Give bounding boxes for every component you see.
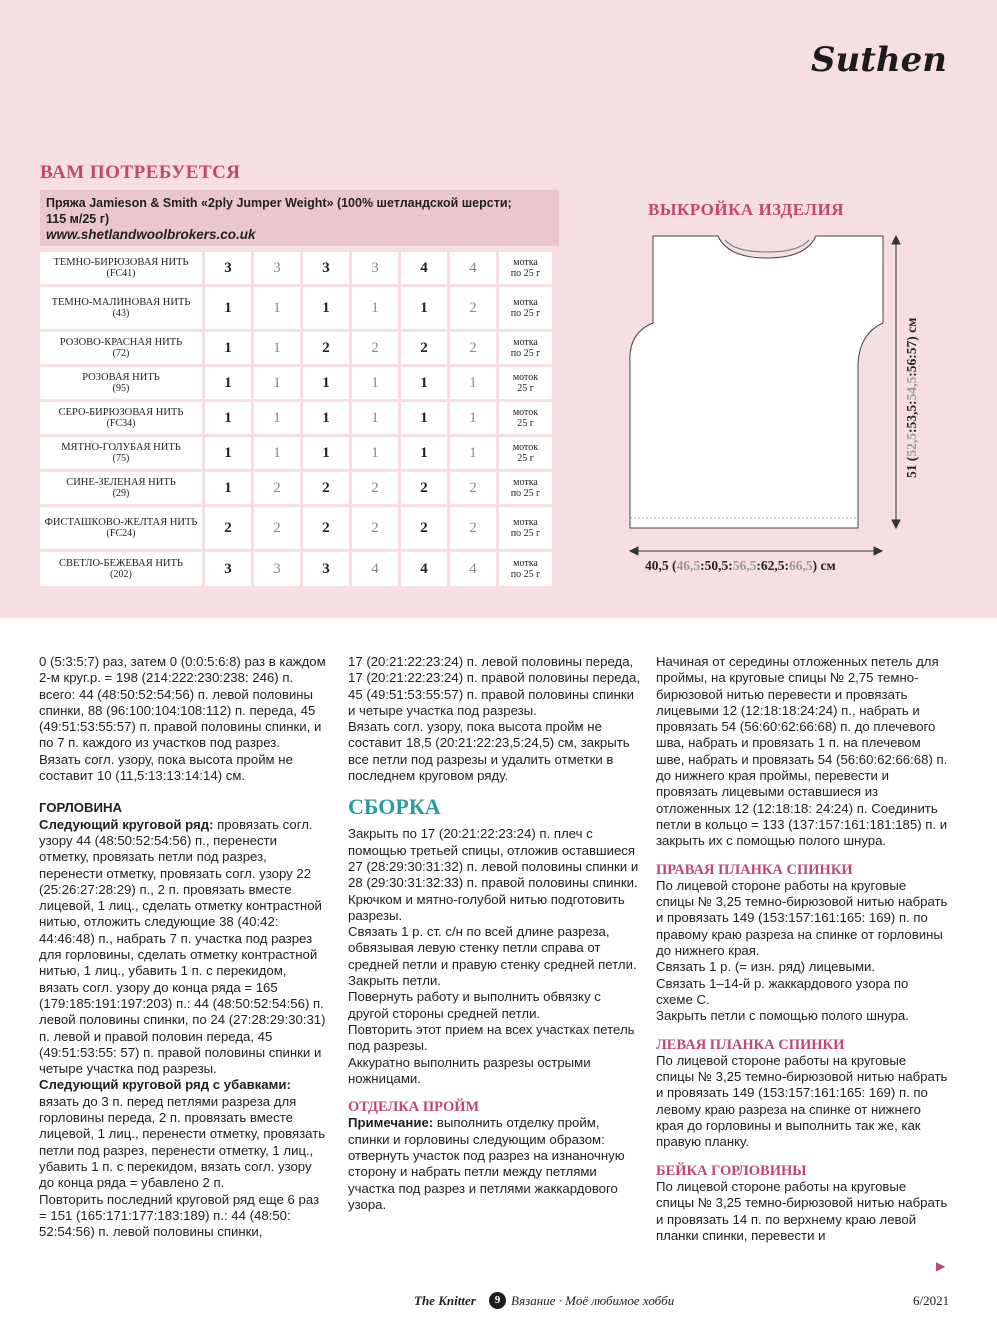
yarn-quantity: 1 (303, 367, 349, 399)
yarn-quantity: 1 (303, 402, 349, 434)
section-title-assembly: СБОРКА (348, 794, 441, 820)
yarn-quantity: 2 (254, 507, 300, 549)
yarn-quantity: 1 (254, 287, 300, 329)
yarn-unit: мотка по 25 г (499, 332, 552, 364)
section-title-left-band: ЛЕВАЯ ПЛАНКА СПИНКИ (656, 1036, 845, 1053)
yarn-unit: мотка по 25 г (499, 472, 552, 504)
yarn-quantity: 1 (401, 287, 447, 329)
yarn-unit: мотка по 25 г (499, 507, 552, 549)
yarn-row (40, 287, 552, 329)
yarn-quantity: 1 (254, 367, 300, 399)
brand-title: Suthen (810, 40, 947, 80)
yarn-row (40, 472, 552, 504)
yarn-color-name: ТЕМНО-БИРЮЗОВАЯ НИТЬ (FC41) (40, 252, 202, 284)
yarn-row (40, 507, 552, 549)
yarn-quantity: 2 (401, 472, 447, 504)
paragraph: Связать 1 р. ст. с/н по всей длине разреза, обвязывая левую стенку петли справа от средней петли и правую стенку средней петли. (348, 924, 637, 972)
yarn-quantity: 4 (401, 252, 447, 284)
yarn-row (40, 402, 552, 434)
paragraph: Примечание: выполнить отделку пройм, спинки и горловины следующим образом: отвернуть участок под разрез на изнаночную сторону и набрать петли между петлями участка под разрез и петлями жаккардового узора. (348, 1115, 625, 1212)
paragraph: Следующий круговой ряд: провязать согл. узору 44 (48:50:52:54:56) п., перенести отметку, провязать петли под разрез, перенести отметку, провязать согл. узору 22 (25:26:27:28:29) п., 2 п. провязать вместе лицевой, 1 лиц., сделать отметку контрастной нитью, отложить следующие 38 (40:42: 44:46:48) п., набрать 7 п. участка под разрез для горловины, сделать отметку контрастной нитью, 1 лиц., убавить 1 п. с перекидом, вязать согл. узору до конца ряда = 165 (179:185:191:197:203) п.: 44 (48:50:52:54:56) п. левой половины спинки, по 24 (27:28:29:30:31) п. левой и правой половин переда, 45 (49:51:53:55: 57) п. правой половины спинки и четыре участка под разрезы. (39, 816, 326, 1077)
yarn-quantity: 4 (450, 552, 496, 586)
yarn-quantity: 4 (401, 552, 447, 586)
yarn-quantity: 3 (205, 552, 251, 586)
paragraph: По лицевой стороне работы на круговые спицы № 3,25 темно-бирюзовой нитью набрать и провязать 149 (153:157:161:165: 169) п. по левому краю разреза на спинке от нижнего края до горловины и выполнить так же, как правую планку. (656, 1052, 948, 1150)
yarn-quantity: 2 (205, 507, 251, 549)
paragraph: Связать 1 р. (= изн. ряд) лицевыми. (656, 959, 876, 975)
section-title-armholes: ОТДЕЛКА ПРОЙМ (348, 1099, 480, 1116)
yarn-quantity: 2 (450, 332, 496, 364)
yarn-quantity: 1 (205, 287, 251, 329)
yarn-quantity: 2 (352, 472, 398, 504)
yarn-color-name: РОЗОВАЯ НИТЬ (95) (40, 367, 202, 399)
yarn-line-2: 115 м/25 г) (46, 212, 110, 226)
paragraph: Закрыть по 17 (20:21:22:23:24) п. плеч с помощью третьей спицы, отложив оставшиеся 27 (28:29:30:31:32) п. левой половины спинки и 28 (29:30:31:32:33) п. правой половины спинки. (348, 826, 639, 891)
yarn-color-name: РОЗОВО-КРАСНАЯ НИТЬ (72) (40, 332, 202, 364)
yarn-unit: мотка по 25 г (499, 552, 552, 586)
page-number: 9 (489, 1292, 506, 1309)
yarn-quantity: 3 (254, 552, 300, 586)
width-dimension: 40,5 (46,5:50,5:56,5:62,5:66,5) см (645, 558, 836, 573)
materials-title: ВАМ ПОТРЕБУЕТСЯ (40, 162, 241, 183)
issue-number: 6/2021 (913, 1293, 950, 1308)
paragraph: Закрыть петли с помощью полого шнура. (656, 1008, 909, 1024)
yarn-color-name: МЯТНО-ГОЛУБАЯ НИТЬ (75) (40, 437, 202, 469)
yarn-quantity: 2 (450, 472, 496, 504)
paragraph: Вязать согл. узору, пока высота пройм не составит 18,5 (20:21:22:23,5:24,5) см, закрыть все петли под разрезы и удалить отметки в последнем круговом ряду. (348, 719, 630, 784)
paragraph: Закрыть петли. (348, 973, 441, 989)
yarn-row (40, 437, 552, 469)
yarn-description (40, 190, 559, 246)
yarn-quantity: 2 (450, 507, 496, 549)
yarn-quantity: 1 (401, 437, 447, 469)
paragraph: Повторить последний круговой ряд еще 6 раз = 151 (165:171:177:183:189) п.: 44 (48:50: 52:54:56) п. левой половины спинки, (39, 1191, 320, 1240)
height-arrow (892, 236, 900, 528)
paragraph: По лицевой стороне работы на круговые спицы № 3,25 темно-бирюзовой нитью набрать и провязать 14 п. по верхнему краю левой планки спинки, перевести и (656, 1178, 948, 1243)
yarn-row (40, 252, 552, 284)
yarn-quantity: 3 (303, 552, 349, 586)
text-column-3 (656, 654, 948, 1244)
yarn-quantity: 3 (303, 252, 349, 284)
yarn-quantity: 2 (303, 472, 349, 504)
yarn-quantity: 2 (401, 332, 447, 364)
yarn-color-name: ФИСТАШКОВО-ЖЕЛТАЯ НИТЬ (FC24) (40, 507, 202, 549)
paragraph: Аккуратно выполнить разрезы острыми ножницами. (348, 1054, 591, 1086)
yarn-row (40, 332, 552, 364)
yarn-quantity: 4 (352, 552, 398, 586)
garment-diagram (620, 228, 910, 558)
yarn-unit: мотка по 25 г (499, 252, 552, 284)
text-column-1 (39, 654, 329, 1240)
yarn-quantity: 2 (352, 507, 398, 549)
yarn-quantity: 2 (450, 287, 496, 329)
yarn-quantity: 1 (205, 332, 251, 364)
yarn-color-name: СВЕТЛО-БЕЖЕВАЯ НИТЬ (202) (40, 552, 202, 586)
yarn-quantity: 1 (205, 402, 251, 434)
yarn-quantity: 3 (205, 252, 251, 284)
yarn-color-name: СИНЕ-ЗЕЛЕНАЯ НИТЬ (29) (40, 472, 202, 504)
yarn-quantity: 1 (450, 437, 496, 469)
yarn-quantity: 1 (303, 437, 349, 469)
width-arrow (630, 547, 882, 555)
paragraph: Повернуть работу и выполнить обвязку с другой стороны средней петли. (348, 989, 601, 1021)
yarn-color-name: СЕРО-БИРЮЗОВАЯ НИТЬ (FC34) (40, 402, 202, 434)
yarn-quantity: 1 (205, 367, 251, 399)
paragraph: По лицевой стороне работы на круговые спицы № 3,25 темно-бирюзовой нитью набрать и провязать 149 (153:157:161:165: 169) п. по правому краю разреза на спинке от горловины до нижнего края. (656, 877, 948, 959)
paragraph: Повторить этот прием на всех участках петель под разрезы. (348, 1021, 635, 1054)
yarn-quantity: 1 (352, 437, 398, 469)
yarn-quantity: 4 (450, 252, 496, 284)
yarn-quantity: 1 (352, 367, 398, 399)
page-footer (0, 1293, 997, 1313)
yarn-quantity: 2 (303, 507, 349, 549)
yarn-quantity: 1 (450, 402, 496, 434)
yarn-unit: моток 25 г (499, 367, 552, 399)
paragraph: Связать 1–14-й р. жаккардового узора по схеме С. (656, 975, 909, 1007)
paragraph: Крючком и мятно-голубой нитью подготовить разрезы. (348, 891, 625, 923)
yarn-quantity: 3 (254, 252, 300, 284)
triangle-right-icon[interactable]: ▶ (936, 1259, 946, 1273)
text-column-2 (348, 654, 640, 1213)
magazine-subtitle: Вязание · Моё любимое хобби (511, 1293, 675, 1308)
height-dimension: 51 (52,5:53,5:54,5:56:57) см (904, 317, 919, 478)
yarn-quantity: 1 (401, 367, 447, 399)
yarn-row (40, 552, 552, 586)
yarn-line-1: Пряжа Jamieson & Smith «2ply Jumper Weight» (100% шетландской шерсти; (46, 196, 512, 210)
yarn-quantity: 1 (450, 367, 496, 399)
paragraph: 17 (20:21:22:23:24) п. левой половины переда, 17 (20:21:22:23:24) п. правой половины переда, 45 (49:51:53:55:57) п. правой половины спинки и четыре участка под разрезы. (348, 654, 640, 718)
paragraph: Следующий круговой ряд с убавками: вязать до 3 п. перед петлями разреза для горловины переда, 2 п. провязать вместе лицевой, 1 лиц., перенести отметку, провязать петли под разрез, перенести отметку, 1 лиц., убавить 1 п. с перекидом, вязать согл. узору до конца ряда = убавлено 2 п. (39, 1077, 326, 1191)
yarn-quantity: 1 (401, 402, 447, 434)
vest-outline (630, 236, 883, 528)
section-title-neckband: БЕЙКА ГОРЛОВИНЫ (656, 1162, 807, 1179)
yarn-unit: моток 25 г (499, 402, 552, 434)
pattern-title: ВЫКРОЙКА ИЗДЕЛИЯ (648, 200, 845, 219)
paragraph: 0 (5:3:5:7) раз, затем 0 (0:0:5:6:8) раз в каждом 2-м круг.р. = 198 (214:222:230:238: 246) п. всего: 44 (48:50:52:54:56) п. левой половины спинки, 88 (96:100:104:108:112) п. переда, 45 (49:51:53:55:57) п. правой половины спинки, и по 7 п. каждого из участков под разрез. (39, 654, 326, 751)
yarn-quantity: 1 (254, 402, 300, 434)
yarn-quantity: 1 (352, 287, 398, 329)
yarn-quantity: 2 (303, 332, 349, 364)
yarn-quantity: 2 (352, 332, 398, 364)
paragraph: Вязать согл. узору, пока высота пройм не составит 10 (11,5:13:13:14:14) см. (39, 751, 293, 784)
yarn-quantity: 1 (205, 437, 251, 469)
yarn-quantity: 3 (352, 252, 398, 284)
yarn-quantity: 1 (254, 437, 300, 469)
yarn-color-name: ТЕМНО-МАЛИНОВАЯ НИТЬ (43) (40, 287, 202, 329)
yarn-quantity: 1 (303, 287, 349, 329)
magazine-name: The Knitter (414, 1293, 476, 1308)
yarn-quantity: 2 (401, 507, 447, 549)
yarn-quantity: 1 (254, 332, 300, 364)
yarn-table (37, 249, 555, 589)
yarn-unit: моток 25 г (499, 437, 552, 469)
paragraph: Начиная от середины отложенных петель для проймы, на круговые спицы № 2,75 темно-бирюзовой нитью перевести и провязать лицевыми 12 (12:18:18:24:24) п., набрать и провязать 54 (56:60:62:66:68) п. до плечевого шва, набрать и провязать 1 п. на плечевом шве, набрать и провязать 54 (56:60:62:66:68) п. до нижнего края проймы, перевести и провязать лицевыми оставшиеся из отложенных 12 (12:18:18: 24:24) п. Соединить петли в кольцо = 133 (137:157:161:181:185) п. и закрыть их с помощью полого шнура. (656, 654, 948, 849)
yarn-row (40, 367, 552, 399)
yarn-quantity: 2 (254, 472, 300, 504)
yarn-unit: мотка по 25 г (499, 287, 552, 329)
section-title-neckline: ГОРЛОВИНА (39, 800, 123, 816)
yarn-quantity: 1 (352, 402, 398, 434)
yarn-quantity: 1 (205, 472, 251, 504)
section-title-right-band: ПРАВАЯ ПЛАНКА СПИНКИ (656, 861, 853, 878)
yarn-url[interactable]: www.shetlandwoolbrokers.co.uk (46, 227, 256, 242)
